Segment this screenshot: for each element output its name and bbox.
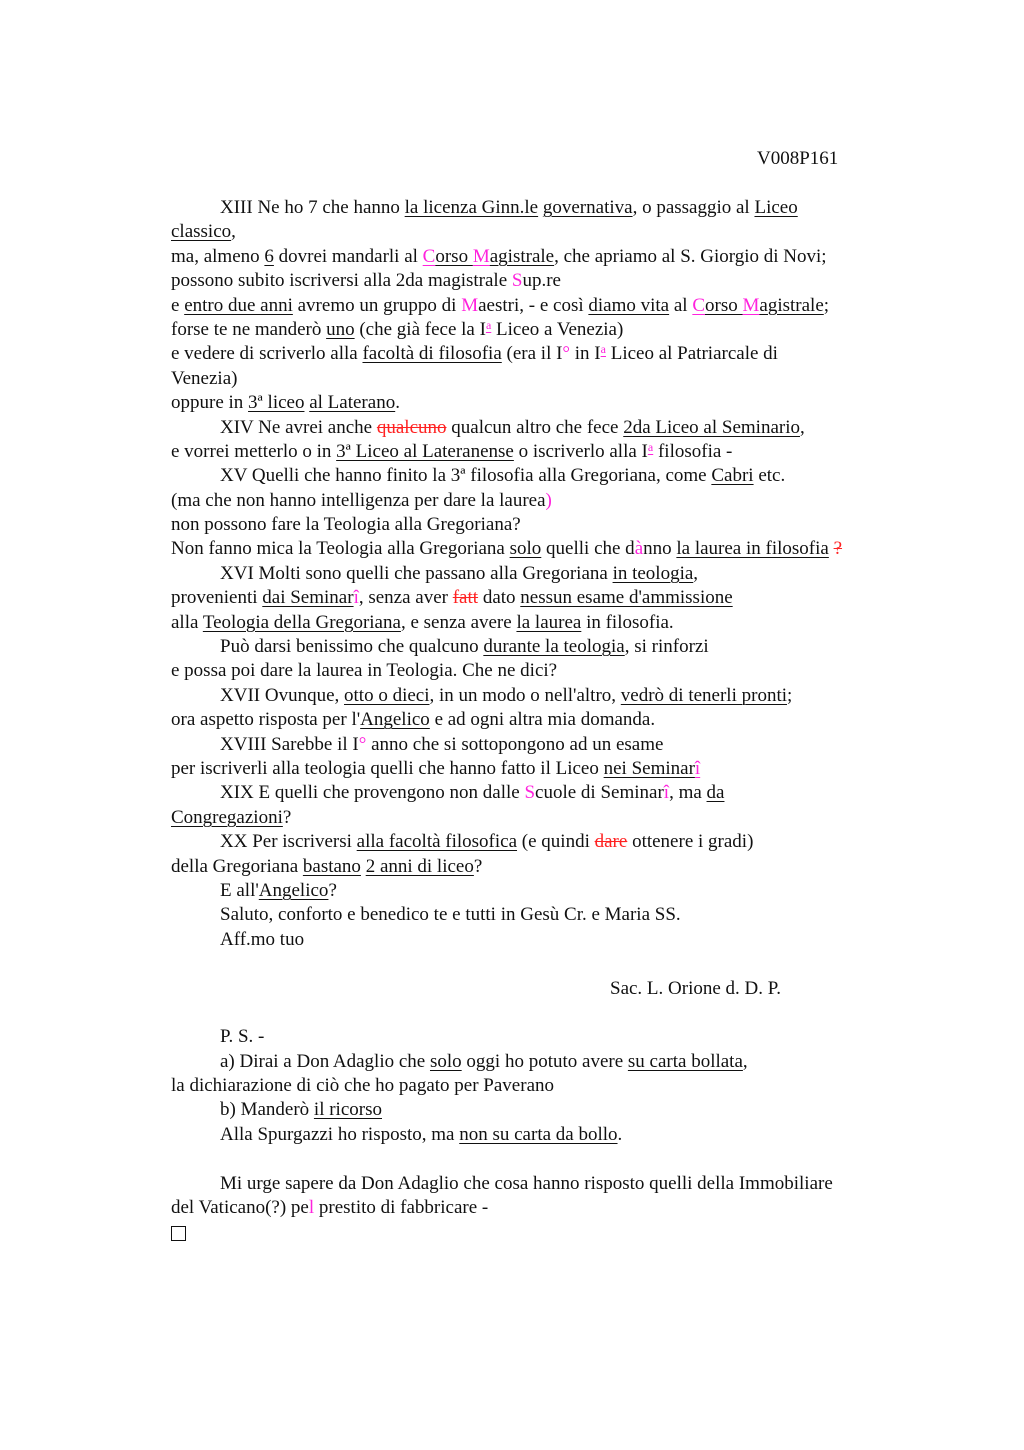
text-segment: Saluto, conforto e benedico te e tutti in Gesù Cr. e Maria SS.	[220, 904, 681, 926]
text-segment: Liceo a Venezia)	[491, 318, 624, 340]
marked-text: solo	[429, 1050, 462, 1072]
text-segment: oppure in	[171, 392, 249, 414]
text-segment: e vedere di scriverlo alla	[171, 343, 363, 365]
marked-text: da	[706, 782, 725, 804]
marked-text: otto o dieci	[344, 684, 430, 706]
text-line	[171, 1123, 911, 1147]
text-line	[171, 196, 911, 220]
marked-text: a	[600, 342, 606, 357]
marked-text: entro due anni	[184, 294, 293, 316]
struck-text: fatt	[452, 587, 479, 609]
text-segment: , o passaggio al	[632, 197, 755, 218]
text-line	[171, 440, 911, 464]
text-segment: nno	[643, 538, 677, 560]
text-segment: ,	[693, 562, 699, 584]
text-segment: dovrei mandarli al	[273, 245, 423, 267]
text-segment: , senza aver	[358, 587, 453, 609]
text-line	[171, 391, 911, 415]
marked-text: Angelico	[258, 879, 329, 901]
marked-text: 2da Liceo al Seminario	[623, 416, 800, 438]
text-segment: possono subito iscriversi alla 2da magistrale	[171, 270, 512, 292]
text-line	[171, 1172, 911, 1196]
text-segment: ?	[473, 855, 483, 877]
marked-text: 3ª liceo	[248, 392, 305, 414]
text-segment: b) Manderò	[220, 1099, 314, 1121]
text-segment: e ad ogni altra mia domanda.	[429, 709, 656, 731]
text-segment: dato	[478, 587, 521, 609]
text-segment: cuole di Seminar	[535, 782, 664, 804]
marked-text: uno	[326, 318, 355, 340]
marked-text: C	[422, 245, 436, 267]
text-segment: ;	[787, 684, 793, 706]
marked-text: la laurea	[516, 611, 582, 633]
text-segment: (e quindi	[517, 831, 595, 853]
text-line	[171, 220, 911, 244]
text-segment: provenienti	[171, 587, 263, 609]
text-line	[171, 294, 911, 318]
text-segment: .	[395, 392, 400, 414]
marked-text: S	[524, 782, 536, 804]
text-segment: forse te ne manderò	[171, 318, 327, 340]
text-line	[171, 1025, 911, 1049]
text-line	[171, 708, 911, 732]
text-segment: la dichiarazione di ciò che ho pagato per Paverano	[171, 1075, 554, 1097]
text-segment: Non fanno mica la Teologia alla Gregoriana	[171, 538, 510, 560]
text-line	[171, 269, 911, 293]
text-segment: , che apriamo al S. Giorgio di Novi;	[554, 245, 827, 267]
marked-text: Teologia della Gregoriana	[202, 611, 401, 633]
text-line	[171, 1098, 911, 1122]
text-segment: per iscriverli alla teologia quelli che hanno fatto il Liceo	[171, 757, 604, 779]
blank-line	[171, 1147, 911, 1171]
text-segment: XIII Ne ho 7 che hanno	[220, 197, 405, 218]
text-segment: ora aspetto risposta per l'	[171, 709, 361, 731]
marked-text: 6	[264, 245, 274, 267]
text-line	[171, 781, 911, 805]
marked-text: dai Seminar	[262, 587, 354, 609]
text-line	[171, 806, 911, 830]
text-line	[171, 367, 911, 391]
marked-text: agistrale	[489, 245, 555, 267]
marked-text: non su carta da bollo	[459, 1123, 618, 1145]
text-segment: etc.	[753, 465, 786, 487]
text-segment: qualcun altro che fece	[446, 416, 624, 438]
marked-text: orso	[705, 294, 743, 316]
text-segment: oggi ho potuto avere	[461, 1050, 628, 1072]
text-line	[171, 464, 911, 488]
text-line	[171, 855, 911, 879]
marked-text: in teologia	[612, 562, 694, 584]
text-segment: del Vaticano(?) pe	[171, 1197, 309, 1219]
text-segment: filosofia -	[653, 440, 733, 462]
letter-body	[171, 196, 911, 1245]
text-segment: o iscriverlo alla I	[513, 440, 648, 462]
text-segment: , ma	[669, 782, 707, 804]
text-segment: ma, almeno	[171, 245, 265, 267]
text-segment: avremo un gruppo di	[292, 294, 462, 316]
text-line	[171, 757, 911, 781]
text-segment: XVI Molti sono quelli che passano alla Gregoriana	[220, 562, 613, 584]
struck-text: ?	[833, 538, 843, 560]
text-segment: in I	[570, 343, 601, 365]
text-line	[171, 537, 911, 561]
text-line	[171, 513, 911, 537]
checkbox-glyph	[171, 1220, 911, 1244]
square-icon	[171, 1226, 186, 1241]
marked-text: a	[485, 317, 492, 332]
text-segment: E all'	[220, 879, 259, 901]
marked-text: durante la teologia	[483, 636, 625, 658]
text-segment: XIX E quelli che provengono non dalle	[220, 782, 525, 804]
text-line	[171, 830, 911, 854]
text-segment: ?	[282, 806, 292, 828]
page-reference: V008P161	[757, 148, 839, 169]
text-line	[171, 879, 911, 903]
marked-text: vedrò di tenerli pronti	[620, 684, 788, 706]
marked-text: Liceo	[754, 197, 798, 218]
text-segment: Alla Spurgazzi ho risposto, ma	[220, 1123, 460, 1145]
blank-line	[171, 952, 911, 976]
marked-text: °	[562, 343, 571, 365]
marked-text: î	[694, 757, 701, 779]
text-segment: , e senza avere	[400, 611, 517, 633]
text-segment: .	[617, 1123, 623, 1145]
text-segment: Può darsi benissimo che qualcuno	[220, 636, 484, 658]
marked-text: alla facoltà filosofica	[356, 831, 518, 853]
text-line	[171, 1050, 911, 1074]
marked-text: orso	[435, 245, 473, 267]
blank-line	[171, 1001, 911, 1025]
text-segment: Liceo al Patriarcale di	[605, 343, 778, 365]
marked-text: î	[663, 782, 670, 804]
text-line	[171, 342, 911, 366]
text-line	[171, 586, 911, 610]
text-segment: XX Per iscriversi	[220, 831, 357, 853]
text-segment: quelli che d	[541, 538, 635, 560]
struck-text: dare	[594, 831, 628, 853]
text-segment: XVIII Sarebbe il I	[220, 733, 359, 755]
text-segment: anno che si sottopongono ad un esame	[366, 733, 664, 755]
marked-text: facoltà di filosofia	[362, 343, 502, 365]
text-segment: ottenere i gradi)	[627, 831, 754, 853]
marked-text: bastano	[302, 855, 361, 877]
marked-text: M	[461, 294, 479, 316]
marked-text: a	[647, 439, 654, 454]
marked-text: su carta bollata	[627, 1050, 743, 1072]
text-segment: P. S. -	[220, 1026, 265, 1048]
marked-text: Cabri	[711, 465, 754, 487]
marked-text: nei Seminar	[603, 757, 695, 779]
marked-text: agistrale	[759, 294, 824, 316]
text-line	[171, 684, 911, 708]
text-line	[171, 416, 911, 440]
marked-text: nessun esame d'ammissione	[520, 587, 733, 609]
text-segment: al	[669, 294, 693, 316]
marked-text: la laurea in filosofia	[676, 538, 829, 560]
text-segment: non possono fare la Teologia alla Gregoriana?	[171, 514, 521, 536]
text-segment: a) Dirai a Don Adaglio che	[220, 1050, 430, 1072]
text-segment: Aff.mo tuo	[220, 928, 305, 950]
text-line	[171, 245, 911, 269]
text-line	[171, 318, 911, 342]
text-segment: ,	[799, 416, 805, 438]
text-segment: (che già fece la I	[354, 318, 486, 340]
signature	[171, 977, 911, 1001]
marked-text: Congregazioni	[171, 806, 283, 828]
marked-text: diamo vita	[588, 294, 670, 316]
text-segment: alla	[171, 611, 203, 633]
text-segment: up.re	[522, 270, 561, 292]
marked-text: l	[308, 1197, 315, 1219]
text-segment: ;	[823, 294, 830, 316]
text-segment: XV Quelli che hanno finito la 3ª filosofia alla Gregoriana, come	[220, 465, 712, 487]
text-segment: Sac. L. Orione d. D. P.	[610, 977, 781, 999]
marked-text: classico	[171, 221, 232, 243]
struck-text: qualcuno	[376, 416, 447, 438]
text-segment: (ma che non hanno intelligenza per dare la laurea	[171, 489, 546, 511]
marked-text: S	[511, 270, 523, 292]
marked-text: 3ª Liceo al Lateranense	[336, 440, 514, 462]
text-line	[171, 903, 911, 927]
text-segment: in filosofia.	[581, 611, 674, 633]
marked-text: °	[358, 733, 367, 755]
text-line	[171, 1074, 911, 1098]
text-line	[171, 562, 911, 586]
text-line	[171, 635, 911, 659]
marked-text: î	[353, 587, 359, 609]
marked-text: la licenza Ginn.le	[404, 197, 539, 218]
text-line	[171, 733, 911, 757]
text-segment: Mi urge sapere da Don Adaglio che cosa hanno risposto quelli della Immobiliare	[220, 1172, 833, 1194]
text-segment: XVII Ovunque,	[220, 684, 345, 706]
text-segment: e	[171, 294, 185, 316]
text-segment: (era il I	[501, 343, 563, 365]
marked-text: à	[634, 538, 644, 560]
marked-text: al Laterano	[309, 392, 396, 414]
text-line	[171, 1196, 911, 1220]
text-segment: aestri, - e così	[478, 294, 589, 316]
text-segment: della Gregoriana	[171, 855, 303, 877]
marked-text: governativa	[542, 197, 633, 218]
marked-text: )	[545, 489, 552, 511]
text-line	[171, 489, 911, 513]
marked-text: M	[472, 245, 490, 267]
text-segment: ,	[742, 1050, 748, 1072]
text-segment: prestito di fabbricare -	[314, 1197, 489, 1219]
text-segment: , in un modo o nell'altro,	[429, 684, 621, 706]
text-line	[171, 928, 911, 952]
marked-text: M	[742, 294, 760, 316]
text-segment: e vorrei metterlo o in	[171, 440, 337, 462]
marked-text: 2 anni di liceo	[365, 855, 474, 877]
text-line	[171, 659, 911, 683]
text-segment: Venezia)	[171, 367, 238, 389]
marked-text: solo	[509, 538, 542, 560]
marked-text: Angelico	[360, 709, 430, 731]
text-line	[171, 611, 911, 635]
text-segment: e possa poi dare la laurea in Teologia. Che ne dici?	[171, 660, 558, 682]
text-segment: ,	[231, 221, 236, 243]
text-segment: , si rinforzi	[624, 636, 709, 658]
text-segment: XIV Ne avrei anche	[220, 416, 377, 438]
marked-text: il ricorso	[313, 1099, 382, 1121]
text-segment: ?	[328, 879, 337, 901]
marked-text: C	[692, 294, 706, 316]
